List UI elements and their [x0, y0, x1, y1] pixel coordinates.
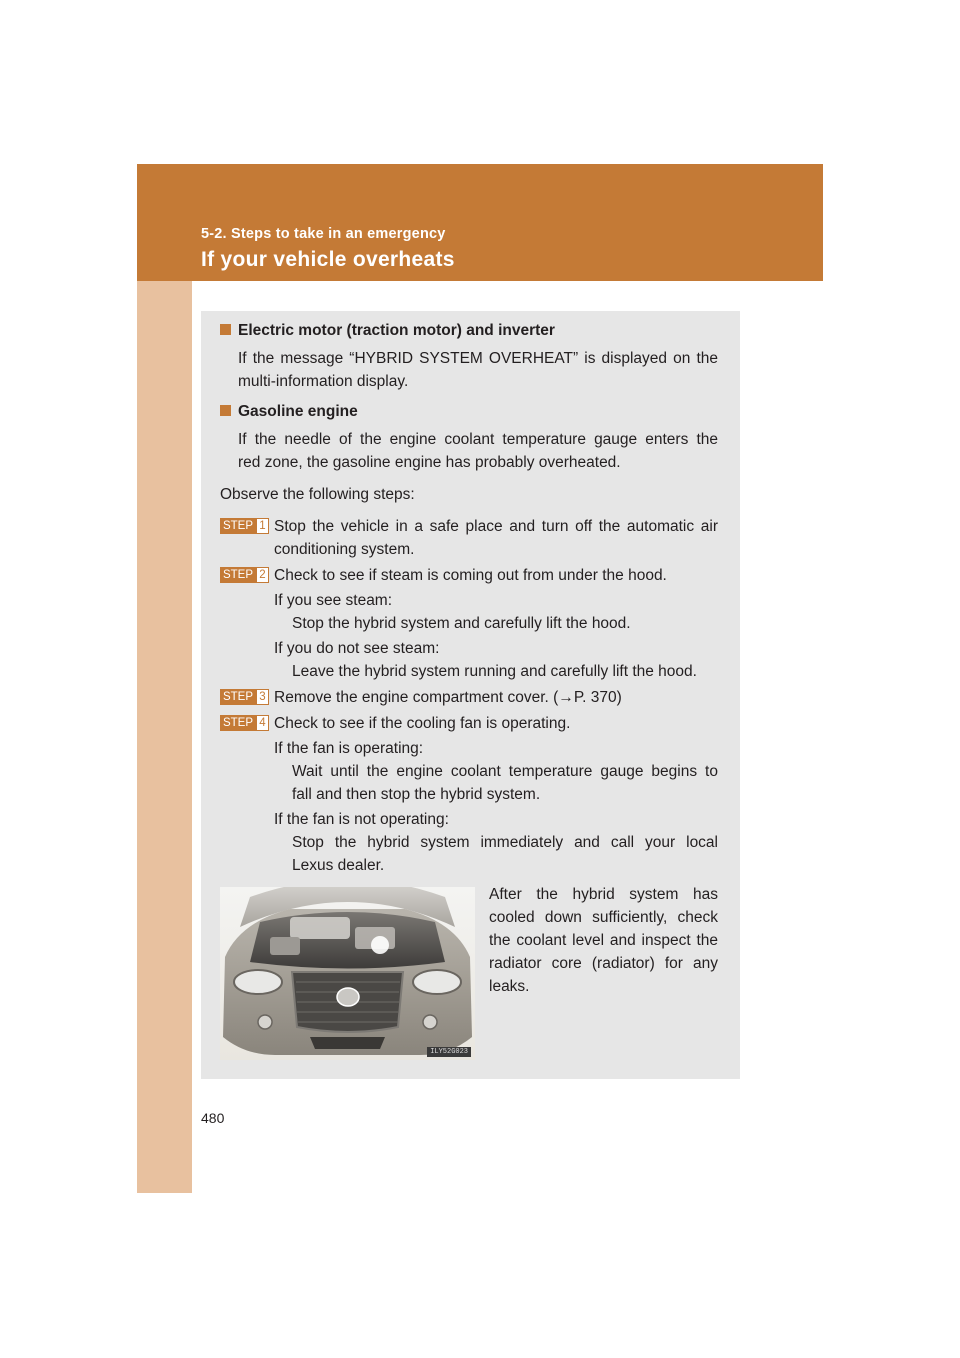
step-case-condition: If the fan is not operating:: [274, 811, 449, 828]
step-label: STEP: [220, 567, 256, 583]
cause-text-line: red zone, the gasoline engine has probably overheated.: [238, 454, 621, 471]
section-label: 5-2. Steps to take in an emergency: [201, 226, 446, 242]
step-label: STEP: [220, 689, 256, 705]
photo-code: ILY52G023: [427, 1047, 471, 1057]
cause-heading-motor: Electric motor (traction motor) and inverter: [220, 322, 555, 340]
engine-bay-photo: [220, 887, 475, 1060]
step-text-line: cooled down sufficiently, check: [489, 909, 718, 926]
step-text-line: leaks.: [489, 978, 530, 995]
step-case-condition: If the fan is operating:: [274, 740, 424, 757]
step-number: 3: [256, 689, 269, 705]
step-text-line: radiator core (radiator) for any: [489, 955, 718, 972]
step-text-line: the coolant level and inspect the: [489, 932, 718, 949]
step-badge-4: [220, 715, 269, 731]
step-badge-1: [220, 518, 269, 534]
step-text: Check to see if steam is coming out from under the hood.: [274, 567, 667, 584]
step-label: STEP: [220, 715, 256, 731]
step-case-action: Stop the hybrid system immediately and call your local: [292, 834, 718, 851]
cause-text-line: multi-information display.: [238, 373, 409, 390]
cause-text-line: If the message “HYBRID SYSTEM OVERHEAT” is displayed on the: [238, 350, 718, 367]
step-case-action: Leave the hybrid system running and carefully lift the hood.: [292, 663, 697, 680]
page-title: If your vehicle overheats: [201, 248, 455, 271]
step-case-condition: If you do not see steam:: [274, 640, 440, 657]
step-number: 2: [256, 567, 269, 583]
page-reference-link[interactable]: P. 370): [573, 689, 622, 706]
step-label: STEP: [220, 518, 256, 534]
square-bullet-icon: [220, 324, 231, 335]
step-number: 4: [256, 715, 269, 731]
step-case-action: Lexus dealer.: [292, 857, 385, 874]
side-band: [137, 281, 192, 1193]
step-number: 1: [256, 518, 269, 534]
cause-heading-engine: Gasoline engine: [220, 403, 358, 421]
steps-intro: Observe the following steps:: [220, 486, 415, 503]
step-case-action: Stop the hybrid system and carefully lift the hood.: [292, 615, 631, 632]
page-number: 480: [201, 1110, 225, 1126]
step-text: Check to see if the cooling fan is operating.: [274, 715, 571, 732]
step-text-line: After the hybrid system has: [489, 886, 718, 903]
step-case-action: fall and then stop the hybrid system.: [292, 786, 541, 803]
step-badge-2: [220, 567, 269, 583]
cause-text-line: If the needle of the engine coolant temperature gauge enters the: [238, 431, 718, 448]
step-case-action: Wait until the engine coolant temperature gauge begins to: [292, 763, 718, 780]
step-case-condition: If you see steam:: [274, 592, 393, 609]
square-bullet-icon: [220, 405, 231, 416]
arrow-right-icon: →: [558, 689, 574, 706]
step-text-line: Stop the vehicle in a safe place and turn off the automatic air: [274, 518, 718, 535]
step-text: Remove the engine compartment cover. (→P. 370): [274, 689, 622, 706]
step-text-line: conditioning system.: [274, 541, 415, 558]
step-badge-3: [220, 689, 269, 705]
